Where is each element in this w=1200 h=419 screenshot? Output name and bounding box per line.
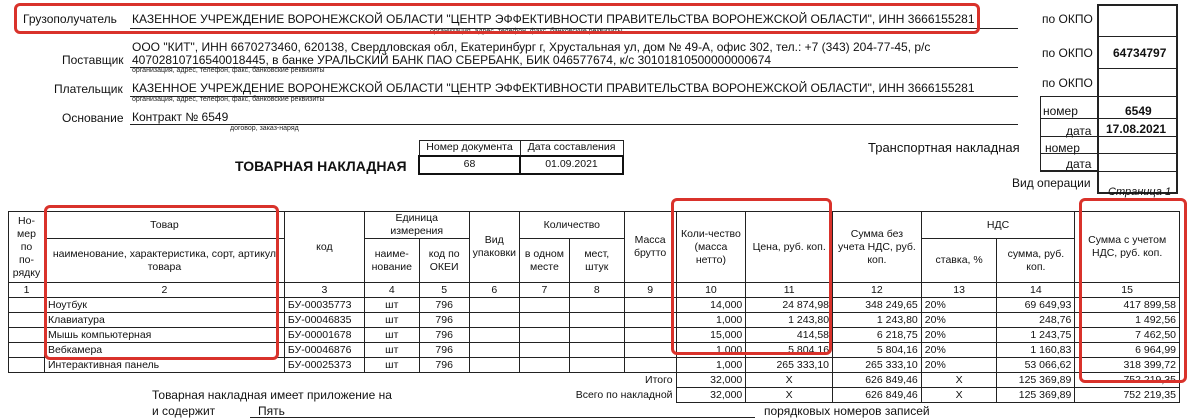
doc-number-table — [418, 140, 624, 175]
colnum: 5 — [419, 283, 469, 298]
item-sum: 265 333,10 — [833, 358, 922, 373]
colnum: 3 — [284, 283, 364, 298]
item-vat: 69 649,93 — [997, 298, 1075, 313]
transport-date-label: дата — [1066, 157, 1092, 171]
item-total: 7 462,50 — [1075, 328, 1180, 343]
col-unit-name: наиме-нование — [364, 239, 419, 283]
consignee-sub: организация, адрес, телефон, факс, банковские реквизиты — [430, 28, 623, 35]
footer-line2: и содержит — [152, 404, 216, 418]
colnum: 14 — [997, 283, 1075, 298]
total-qty: 32,000 — [676, 373, 746, 388]
doc-title: ТОВАРНАЯ НАКЛАДНАЯ — [235, 158, 407, 174]
item-sum: 348 249,65 — [833, 298, 922, 313]
basis-value: Контракт № 6549 — [132, 110, 229, 124]
item-rate: 20% — [921, 313, 997, 328]
col-qtynet-header: Коли-чество (масса нетто) — [676, 212, 746, 283]
col-mass-header: Масса брутто — [624, 212, 676, 283]
payer-sub: организация, адрес, телефон, факс, банковские реквизиты — [132, 96, 325, 103]
colnum: 9 — [624, 283, 676, 298]
item-rate: 20% — [921, 358, 997, 373]
doc-date: 01.09.2021 — [520, 156, 623, 174]
item-qty: 1,000 — [676, 358, 746, 373]
supplier-label: Поставщик — [62, 53, 124, 67]
colnum: 12 — [833, 283, 922, 298]
col-vat-rate: ставка, % — [921, 239, 997, 283]
item-vat: 1 160,83 — [997, 343, 1075, 358]
supplier-sub: организация, адрес, телефон, факс, банковские реквизиты — [132, 67, 325, 74]
footer-records: порядковых номеров записей — [764, 404, 930, 418]
item-sum: 1 243,80 — [833, 313, 922, 328]
grand-total-vat: 125 369,89 — [997, 388, 1075, 403]
item-unit: шт — [364, 358, 419, 373]
item-name: Ноутбук — [44, 298, 284, 313]
number-label: номер — [1043, 104, 1078, 118]
col-sum-vat-header: Сумма с учетом НДС, руб. коп. — [1075, 212, 1180, 283]
total-price: X — [746, 373, 833, 388]
item-price: 24 874,98 — [746, 298, 833, 313]
item-qty: 15,000 — [676, 328, 746, 343]
consignee-value: КАЗЕННОЕ УЧРЕЖДЕНИЕ ВОРОНЕЖСКОЙ ОБЛАСТИ "ЦЕНТР ЭФФЕКТИВНОСТИ ПРАВИТЕЛЬСТВА ВОРОНЕЖСКОЙ ОБЛАСТИ", ИНН 3666155281 — [132, 12, 975, 26]
contract-date: 17.08.2021 — [1106, 122, 1167, 136]
col-goods-sub: наименование, характеристика, сорт, артикул товара — [44, 239, 284, 283]
item-code: БУ-00025373 — [284, 358, 364, 373]
date-label: дата — [1066, 124, 1092, 138]
item-unit: шт — [364, 298, 419, 313]
okpo-supplier-value: 64734797 — [1113, 46, 1167, 60]
col-price-header: Цена, руб. коп. — [746, 212, 833, 283]
okpo-label-3: по ОКПО — [1042, 76, 1093, 90]
item-vat: 53 066,62 — [997, 358, 1075, 373]
table-row — [9, 313, 1180, 328]
total-label: Итого — [9, 373, 677, 388]
item-name: Интерактивная панель — [44, 358, 284, 373]
payer-label: Плательщик — [54, 82, 123, 96]
doc-date-header: Дата составления — [520, 141, 623, 156]
col-qty-header: Количество — [519, 212, 624, 239]
col-qty-place: в одном месте — [519, 239, 569, 283]
grand-total-sum: 626 849,46 — [833, 388, 922, 403]
okpo-label-1: по ОКПО — [1042, 12, 1093, 26]
item-rate: 20% — [921, 328, 997, 343]
item-code: БУ-00001678 — [284, 328, 364, 343]
col-vat-header: НДС — [921, 212, 1075, 239]
colnum: 4 — [364, 283, 419, 298]
colnum: 2 — [44, 283, 284, 298]
colnum: 8 — [569, 283, 624, 298]
consignee-label: Грузополучатель — [23, 12, 117, 26]
basis-sub: договор, заказ-наряд — [230, 125, 299, 132]
col-unit-header: Единица измерения — [364, 212, 469, 239]
column-numbers-row — [9, 283, 1180, 298]
item-unit: шт — [364, 328, 419, 343]
item-price: 1 243,80 — [746, 313, 833, 328]
doc-num-header: Номер документа — [419, 141, 520, 156]
item-unit: шт — [364, 343, 419, 358]
footer-line1: Товарная накладная имеет приложение на — [152, 388, 392, 402]
item-unit: шт — [364, 313, 419, 328]
colnum: 15 — [1075, 283, 1180, 298]
supplier-line1: ООО "КИТ", ИНН 6670273460, 620138, Свердловская обл, Екатеринбург г, Хрустальная ул, дом № 49-А, офис 302, тел.: +7 (343) 204-77-45, р/с — [132, 40, 931, 54]
grand-total-price: X — [746, 388, 833, 403]
item-total: 1 492,56 — [1075, 313, 1180, 328]
table-row — [9, 358, 1180, 373]
col-code-header: код — [284, 212, 364, 283]
col-qty-pcs: мест, штук — [569, 239, 624, 283]
item-code: БУ-00046835 — [284, 313, 364, 328]
item-total: 417 899,58 — [1075, 298, 1180, 313]
item-okei: 796 — [419, 313, 469, 328]
item-code: БУ-00035773 — [284, 298, 364, 313]
supplier-line2: 40702810716540018445, в банке УРАЛЬСКИЙ БАНК ПАО СБЕРБАНК, БИК 046577674, к/с 30101810500000000674 — [132, 53, 772, 67]
total-amount: 752 219,35 — [1075, 373, 1180, 388]
item-price: 5 804,16 — [746, 343, 833, 358]
operation-label: Вид операции — [1012, 176, 1091, 190]
table-row — [9, 343, 1180, 358]
item-sum: 6 218,75 — [833, 328, 922, 343]
colnum: 1 — [9, 283, 45, 298]
col-no-header: Но-мер по по-рядку — [9, 212, 45, 283]
grand-total-qty: 32,000 — [676, 388, 746, 403]
transport-label: Транспортная накладная — [868, 140, 1020, 155]
total-vat: 125 369,89 — [997, 373, 1075, 388]
item-okei: 796 — [419, 328, 469, 343]
table-row — [9, 328, 1180, 343]
item-price: 265 333,10 — [746, 358, 833, 373]
item-qty: 1,000 — [676, 343, 746, 358]
item-vat: 248,76 — [997, 313, 1075, 328]
item-okei: 796 — [419, 358, 469, 373]
footer-count: Пять — [258, 404, 285, 418]
doc-num: 68 — [419, 156, 520, 174]
item-name: Клавиатура — [44, 313, 284, 328]
col-unit-okei: код по ОКЕИ — [419, 239, 469, 283]
item-total: 318 399,72 — [1075, 358, 1180, 373]
colnum: 10 — [676, 283, 746, 298]
goods-table — [8, 211, 1180, 403]
basis-label: Основание — [62, 111, 124, 125]
item-name: Вебкамера — [44, 343, 284, 358]
colnum: 13 — [921, 283, 997, 298]
item-code: БУ-00046876 — [284, 343, 364, 358]
item-vat: 1 243,75 — [997, 328, 1075, 343]
col-goods-header: Товар — [44, 212, 284, 239]
total-row — [9, 373, 1180, 388]
okpo-label-2: по ОКПО — [1042, 46, 1093, 60]
transport-number-label: номер — [1045, 141, 1080, 155]
item-sum: 5 804,16 — [833, 343, 922, 358]
col-vat-sum: сумма, руб. коп. — [997, 239, 1075, 283]
item-qty: 14,000 — [676, 298, 746, 313]
contract-number: 6549 — [1125, 104, 1152, 118]
payer-value: КАЗЕННОЕ УЧРЕЖДЕНИЕ ВОРОНЕЖСКОЙ ОБЛАСТИ "ЦЕНТР ЭФФЕКТИВНОСТИ ПРАВИТЕЛЬСТВА ВОРОНЕЖСКОЙ ОБЛАСТИ", ИНН 3666155281 — [132, 81, 975, 95]
table-row — [9, 298, 1180, 313]
page-number: Страница 1 — [1108, 186, 1172, 198]
item-okei: 796 — [419, 343, 469, 358]
grand-total-label: Всего по накладной — [9, 388, 677, 403]
item-okei: 796 — [419, 298, 469, 313]
col-sum-novat-header: Сумма без учета НДС, руб. коп. — [833, 212, 922, 283]
item-qty: 1,000 — [676, 313, 746, 328]
item-total: 6 964,99 — [1075, 343, 1180, 358]
item-name: Мышь компьютерная — [44, 328, 284, 343]
colnum: 6 — [469, 283, 519, 298]
item-rate: 20% — [921, 298, 997, 313]
item-rate: 20% — [921, 343, 997, 358]
grand-total-amount: 752 219,35 — [1075, 388, 1180, 403]
colnum: 11 — [746, 283, 833, 298]
item-price: 414,58 — [746, 328, 833, 343]
col-pack-header: Вид упаковки — [469, 212, 519, 283]
total-sum: 626 849,46 — [833, 373, 922, 388]
grand-total-rate: X — [921, 388, 997, 403]
total-rate: X — [921, 373, 997, 388]
colnum: 7 — [519, 283, 569, 298]
